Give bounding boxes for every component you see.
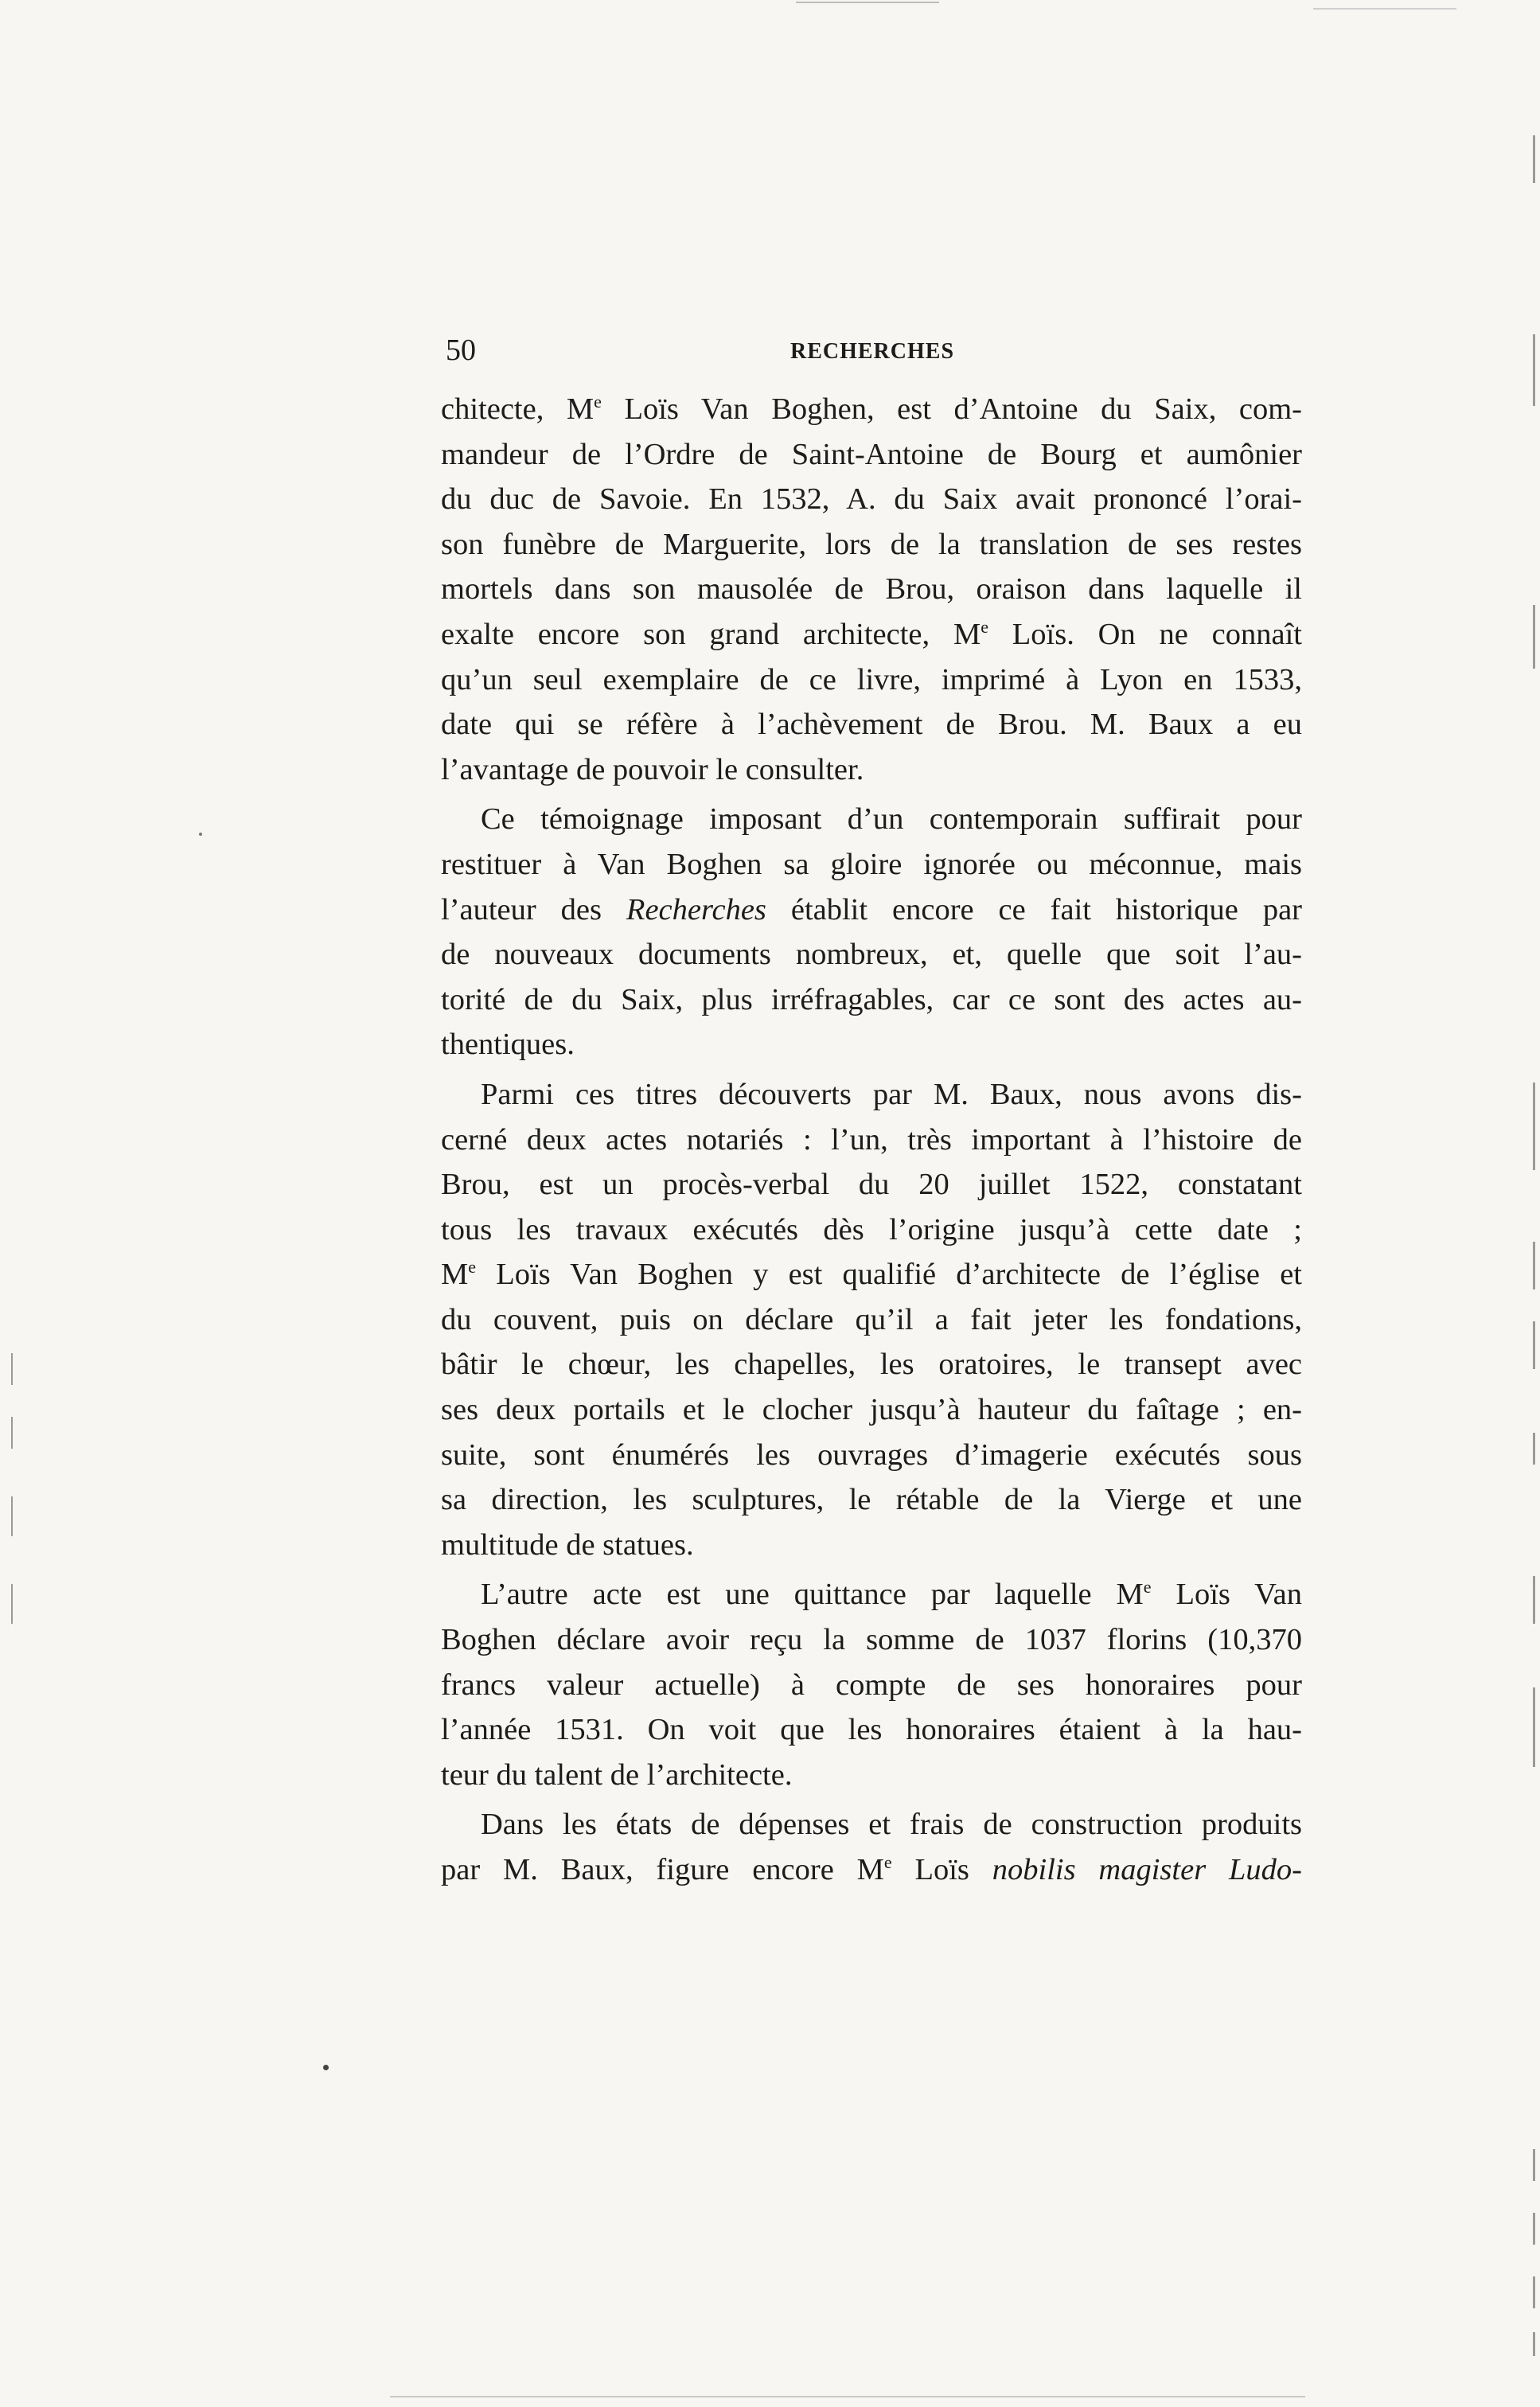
text-line: l’avantage de pouvoir le consulter.: [441, 752, 864, 786]
text-line: Ce témoignage imposant d’un contemporain suffirait pour: [481, 802, 1302, 837]
text-line: chitecte, Me Loïs Van Boghen, est d’Antoine du Saix, com-: [441, 392, 1302, 426]
text-line: ses deux portails et le clocher jusqu’à hauteur du faîtage ; en-: [441, 1393, 1302, 1427]
text-line: torité de du Saix, plus irréfragables, car ce sont des actes au-: [441, 982, 1302, 1016]
text-line: exalte encore son grand architecte, Me Loïs. On ne connaît: [441, 616, 1302, 651]
text-line: du couvent, puis on déclare qu’il a fait jeter les fondations,: [441, 1302, 1302, 1336]
text-line: du duc de Savoie. En 1532, A. du Saix avait prononcé l’orai-: [441, 482, 1302, 517]
scan-edge-mark: [1533, 1735, 1535, 1767]
scan-edge-mark: [11, 1417, 13, 1449]
text-line: francs valeur actuelle) à compte de ses honoraires pour: [441, 1668, 1302, 1702]
scan-edge-mark: [1533, 135, 1535, 183]
scan-speck: [323, 2065, 329, 2070]
scan-edge-mark: [1533, 1576, 1535, 1624]
text-line: tous les travaux exécutés dès l’origine jusqu’à cette date ;: [441, 1212, 1302, 1246]
scan-edge-mark: [1533, 1242, 1535, 1289]
scan-edge-mark: [11, 1496, 13, 1536]
text-line: multitude de statues.: [441, 1527, 694, 1562]
scan-edge-mark: [1533, 2149, 1535, 2181]
text-line: teur du talent de l’architecte.: [441, 1757, 793, 1792]
text-line: de nouveaux documents nombreux, et, quelle que soit l’au-: [441, 938, 1302, 972]
text-line: Parmi ces titres découverts par M. Baux, nous avons dis-: [481, 1077, 1302, 1111]
body-text: [441, 387, 1302, 1893]
text-line: Dans les états de dépenses et frais de construction produits: [481, 1808, 1302, 1842]
scan-edge-mark: [1533, 1083, 1535, 1170]
page-number: 50: [446, 334, 476, 367]
scan-edge-mark: [1533, 1687, 1535, 1735]
scan-speck: [199, 833, 202, 836]
text-line: date qui se réfère à l’achèvement de Brou. M. Baux a eu: [441, 708, 1302, 742]
scan-edge-mark: [1533, 2332, 1535, 2356]
scan-edge-mark: [1533, 2213, 1535, 2245]
text-line: bâtir le chœur, les chapelles, les oratoires, le transept avec: [441, 1348, 1302, 1382]
text-line: l’auteur des Recherches établit encore ce fait historique par: [441, 892, 1302, 927]
scan-edge-mark: [11, 1584, 13, 1624]
scan-edge-mark: [1533, 334, 1535, 406]
text-line: mandeur de l’Ordre de Saint-Antoine de Bourg et aumônier: [441, 437, 1302, 471]
text-line: Boghen déclare avoir reçu la somme de 1037 florins (10,370: [441, 1623, 1302, 1657]
running-title: RECHERCHES: [789, 339, 955, 364]
scan-top-streak: [796, 2, 939, 3]
text-line: Me Loïs Van Boghen y est qualifié d’architecte de l’église et: [441, 1257, 1302, 1292]
text-line: sa direction, les sculptures, le rétable de la Vierge et une: [441, 1483, 1302, 1517]
scan-edge-mark: [1533, 605, 1535, 669]
text-line: par M. Baux, figure encore Me Loïs nobilis magister Ludo-: [441, 1852, 1303, 1886]
text-line: thentiques.: [441, 1028, 575, 1062]
scan-top-streak: [1313, 8, 1456, 10]
text-line: Brou, est un procès-verbal du 20 juillet 1522, constatant: [441, 1168, 1302, 1202]
text-line: L’autre acte est une quittance par laquelle Me Loïs Van: [481, 1577, 1302, 1612]
text-line: qu’un seul exemplaire de ce livre, imprimé à Lyon en 1533,: [441, 662, 1302, 696]
scan-edge-mark: [11, 1353, 13, 1385]
text-line: l’année 1531. On voit que les honoraires étaient à la hau-: [441, 1713, 1302, 1747]
scan-edge-mark: [1533, 1321, 1535, 1369]
text-line: cerné deux actes notariés : l’un, très important à l’histoire de: [441, 1122, 1302, 1157]
text-line: restituer à Van Boghen sa gloire ignorée ou méconnue, mais: [441, 847, 1302, 881]
text-line: suite, sont énumérés les ouvrages d’imagerie exécutés sous: [441, 1438, 1302, 1472]
text-line: son funèbre de Marguerite, lors de la translation de ses restes: [441, 527, 1302, 561]
page-header: [446, 333, 1299, 373]
scan-bottom-streak: [390, 2396, 1305, 2397]
scan-edge-mark: [1533, 1433, 1535, 1465]
scan-edge-mark: [1533, 2276, 1535, 2308]
text-line: mortels dans son mausolée de Brou, oraison dans laquelle il: [441, 572, 1302, 607]
